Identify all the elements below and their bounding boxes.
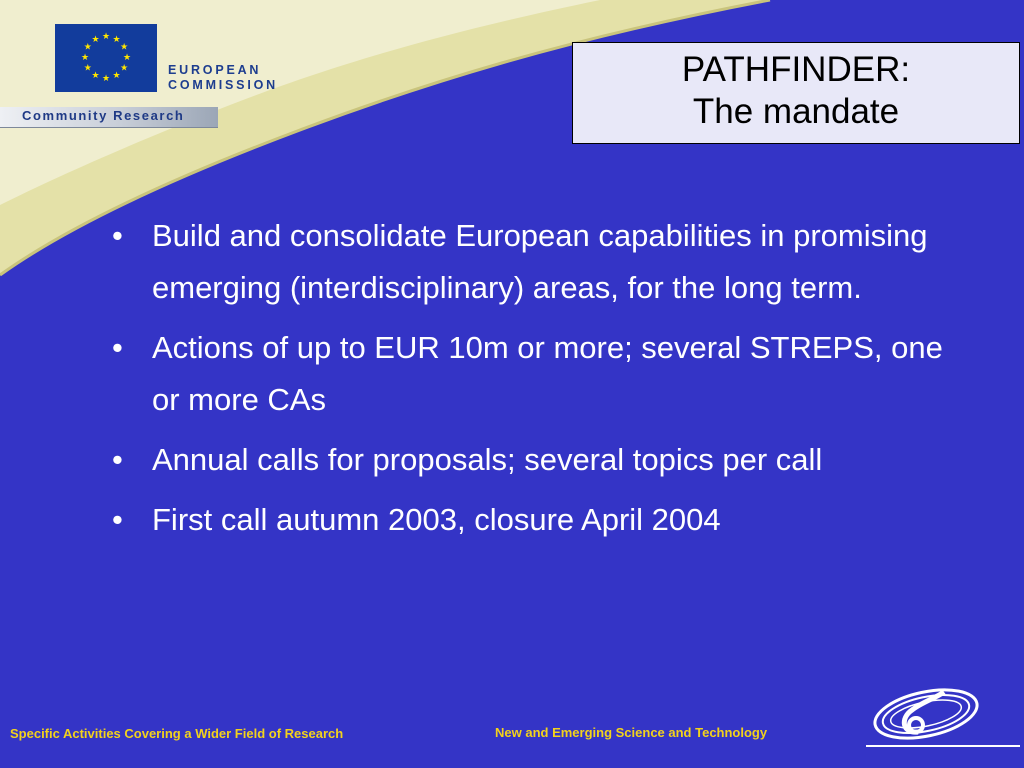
bullet-item — [112, 210, 962, 314]
svg-text:★: ★ — [101, 74, 111, 84]
svg-text:★: ★ — [122, 53, 132, 63]
european-commission-logo — [0, 0, 280, 135]
community-research-banner — [0, 107, 218, 128]
svg-text:★: ★ — [91, 34, 100, 45]
svg-text:★: ★ — [101, 32, 111, 42]
bullet-text: First call autumn 2003, closure April 2004 — [152, 502, 721, 537]
fp6-logo-icon — [866, 684, 980, 748]
svg-text:★: ★ — [120, 63, 129, 74]
eu-flag-icon — [55, 24, 157, 92]
organization-line-2: COMMISSION — [168, 78, 278, 92]
banner-text: Community Research — [22, 108, 185, 123]
svg-text:★: ★ — [91, 71, 100, 82]
footer-programme-text: Specific Activities Covering a Wider Field of Research — [10, 726, 344, 741]
organization-line-1: EUROPEAN — [168, 63, 262, 77]
bullet-icon: • — [112, 442, 123, 477]
svg-text:★: ★ — [80, 53, 90, 63]
svg-text:★: ★ — [83, 63, 92, 74]
bullet-item — [112, 322, 962, 426]
svg-text:★: ★ — [120, 42, 129, 53]
bullet-icon: • — [112, 502, 123, 537]
slide-title — [572, 42, 1020, 144]
bullet-text: Annual calls for proposals; several topics per call — [152, 442, 823, 477]
bullet-item — [112, 494, 962, 546]
footer-divider — [866, 745, 1020, 747]
svg-text:★: ★ — [83, 42, 92, 53]
bullet-text: Build and consolidate European capabilities in promising emerging (interdisciplinary) areas, for the long term. — [152, 218, 928, 305]
bullet-icon: • — [112, 330, 123, 365]
footer-area-text: New and Emerging Science and Technology — [495, 725, 768, 740]
bullet-item — [112, 434, 962, 486]
title-line-1: PATHFINDER: — [681, 50, 911, 89]
bullet-icon: • — [112, 218, 123, 253]
bullet-text: Actions of up to EUR 10m or more; several STREPS, one or more CAs — [152, 330, 943, 417]
bullet-list — [112, 210, 962, 554]
svg-text:★: ★ — [112, 71, 121, 82]
title-line-2: The mandate — [692, 92, 900, 131]
svg-text:★: ★ — [112, 34, 121, 45]
organization-name — [168, 63, 278, 93]
